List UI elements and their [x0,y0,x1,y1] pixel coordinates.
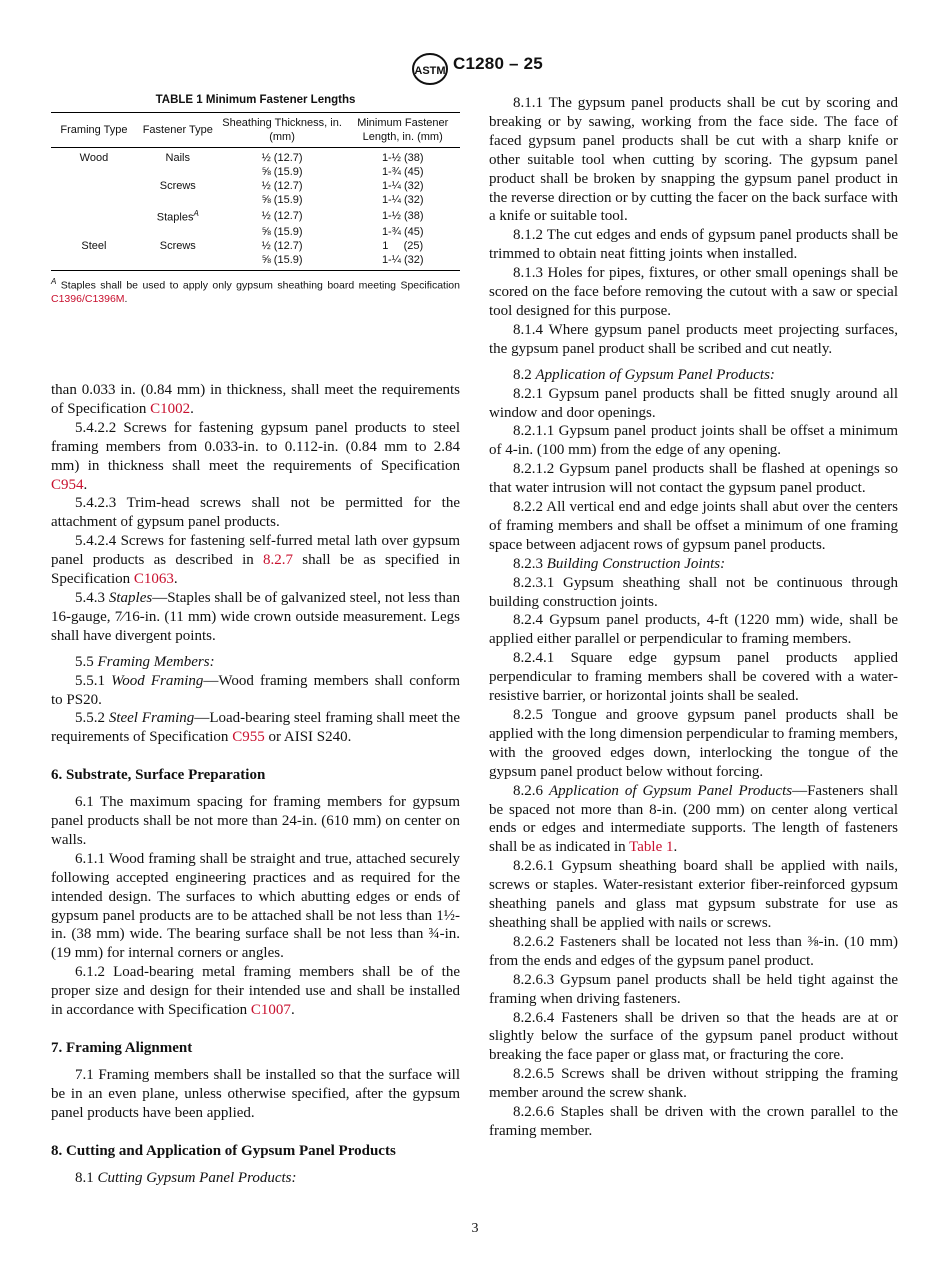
link-c955[interactable]: C955 [232,729,265,746]
paragraph-text: —Fasteners shall be spaced not more than 8-in. (200 mm) on center along vertical ends or edges and intermediate supports. The length of fasteners shall be as indicated in [489,782,899,856]
table-row [51,193,460,207]
paragraph-text: —Wood framing members shall conform to PS20. [51,672,461,708]
cell-length: 1-¾ (45) [381,166,424,178]
paragraph: 5.4.2.4 Screws for fastening self-furred metal lath over gypsum panel products as described in 8.2.7 shall be as specified in Specification C1063. [51,533,461,588]
paragraph: 8.2.6.6 Staples shall be driven with the crown parallel to the framing member. [489,1104,898,1139]
table-row [51,179,460,193]
paragraph: 8.1.4 Where gypsum panel products meet projecting surfaces, the gypsum panel product shall be scribed and cut neatly. [489,321,898,357]
clause-number: 8.2.6 [513,782,543,799]
page-header [0,50,950,90]
paragraph-text: 5.4.2.4 Screws for fastening self-furred metal lath over gypsum panel products as described in [51,533,460,569]
table-row [51,225,460,239]
footnote-marker: A [51,276,57,286]
cell-sheathing: ½ (12.7) [261,209,303,222]
clause-term: Steel Framing [108,710,195,727]
paragraph: 7.1 Framing members shall be installed so that the surface will be in an even plane, unless otherwise specified, after the gypsum panel products have been applied. [51,1066,460,1121]
col-header-sheathing: Sheathing Thickness, in. (mm) [219,113,346,148]
cell-framing: Wood [79,152,109,164]
paragraph: 8.1.1 The gypsum panel products shall be cut by scoring and breaking or by sawing, working from the face side. The face of faced gypsum panel products shall be cut with a sharp knife or other suitable tool when cutting by scoring. The gypsum panel product shall be broken by snapping the gypsum panel product in the reverse direction or by cutting the facer on the back surface with a knife or suitable tool. [489,95,898,225]
clause-term: Application of Gypsum Panel Products [548,782,793,799]
link-c1396[interactable]: C1396/C1396M [51,293,125,306]
clause-term: Building Construction Joints: [546,555,726,572]
table-row [51,207,460,225]
page-number: 3 [471,1221,479,1236]
paragraph: 8.2.6 Application of Gypsum Panel Products—Fasteners shall be spaced not more than 8-in. (200 mm) on center along vertical ends or edges and intermediate supports. The length of fasteners shall be as indicated in Table 1. [489,782,899,856]
paragraph: 8.1.2 The cut edges and ends of gypsum panel products shall be trimmed to obtain neat fitting joints when installed. [489,227,898,263]
paragraph: 8.2.1 Gypsum panel products shall be fitted snugly around all window and door openings. [489,385,898,421]
cell-sheathing: ⅝ (15.9) [261,194,303,206]
clause-number: 8.2 [513,366,532,383]
col-header-length: Minimum Fastener Length, in. (mm) [345,113,460,148]
section-heading-6: 6. Substrate, Surface Preparation [51,767,266,784]
cell-sheathing: ⅝ (15.9) [219,253,346,271]
table-caption: TABLE 1 Minimum Fastener Lengths [155,94,356,106]
paragraph: 8.2.3.1 Gypsum sheathing shall not be continuous through building construction joints. [489,574,898,610]
cell-length: 1-½ (38) [381,209,424,222]
left-column [51,381,460,1187]
footnote-text: Staples shall be used to apply only gypsum sheathing board meeting Specification [60,279,460,292]
section-heading-8: 8. Cutting and Application of Gypsum Panel Products [51,1142,396,1159]
paragraph-text: —Staples shall be of galvanized steel, not less than 16-gauge, 7⁄16-in. (11 mm) wide crown outside measurement. Legs shall have divergent points. [51,589,461,644]
right-column [489,94,898,1141]
link-c1007[interactable]: C1007 [250,1002,291,1019]
cell-fastener [137,207,219,225]
cell-fastener [137,225,219,239]
svg-text:ASTM: ASTM [414,65,446,77]
cell-length: 1-¾ (45) [381,225,424,238]
clause-number: 5.5.1 [75,672,105,689]
paragraph [51,653,460,672]
astm-logo-icon [410,52,450,91]
paragraph: 8.2.1.1 Gypsum panel product joints shall be offset a minimum of 4-in. (100 mm) from the edge of any opening. [489,423,898,459]
cell-fastener: Screws [159,180,196,192]
link-c954[interactable]: C954 [51,476,84,493]
cell-fastener [137,193,219,207]
clause-term: Framing Members: [97,653,215,670]
fastener-table [51,112,460,271]
cell-framing [51,253,137,271]
paragraph: 8.2.6.5 Screws shall be driven without stripping the framing member around the screw shank. [489,1066,898,1102]
clause-number: 5.5 [75,653,94,670]
cell-framing [51,179,137,193]
paragraph: 8.2.6.2 Fasteners shall be located not less than ⅜-in. (10 mm) from the ends and edges of the gypsum panel product. [489,933,898,969]
cell-sheathing: ½ (12.7) [261,239,303,252]
paragraph [489,555,898,574]
paragraph: 8.2.6.3 Gypsum panel products shall be held tight against the framing when driving fasteners. [489,971,898,1007]
paragraph [51,589,460,646]
paragraph: 5.4.2.3 Trim-head screws shall not be permitted for the attachment of gypsum panel products. [51,495,460,531]
cell-fastener [137,165,219,179]
cell-sheathing: ½ (12.7) [261,180,303,192]
paragraph: 6.1.1 Wood framing shall be straight and true, attached securely following accepted engineering practices and as required for the intended design. The surfaces to which abutting edges or ends of gypsum panel products are to be attached shall be not less than 1½-in. (38 mm) wide. The bearing surface shall be not less than ¾-in. (19 mm) for internal corners or angles. [51,850,460,962]
paragraph-text: —Load-bearing steel framing shall meet the requirements of Specification [51,710,461,746]
link-8-2-7[interactable]: 8.2.7 [263,552,293,569]
cell-framing: Steel [81,239,107,252]
cell-sheathing: ½ (12.7) [261,152,303,164]
paragraph: 6.1.2 Load-bearing metal framing members shall be of the proper size and design for their intended use and shall be installed in accordance with Specification C1007. [51,964,460,1019]
paragraph: 8.2.2 All vertical end and edge joints shall abut over the centers of framing members and shall be offset a minimum of one framing space between adjacent rows of gypsum panel products. [489,499,898,553]
paragraph: 8.2.6.4 Fasteners shall be driven so that the heads are at or slightly below the surface of the gypsum panel product without breaking the face paper or glass mat, or fracturing the core. [489,1009,898,1064]
cell-fastener: Nails [165,152,190,164]
cell-framing [51,225,137,239]
paragraph: 8.2.4 Gypsum panel products, 4-ft (1220 mm) wide, shall be applied either parallel or perpendicular to framing members. [489,612,898,648]
paragraph [51,1169,460,1188]
paragraph-text: or AISI S240. [268,729,352,746]
cell-framing [51,193,137,207]
paragraph [51,709,460,747]
footnote-ref: A [193,209,199,218]
cell-sheathing: ⅝ (15.9) [261,166,303,178]
cell-fastener-text: Staples [156,211,194,224]
cell-length: 1-¼ (32) [381,180,424,192]
table-row [51,165,460,179]
standard-id: C1280 – 25 [453,54,543,73]
clause-term: Cutting Gypsum Panel Products: [97,1169,297,1186]
col-header-fastener: Fastener Type [137,113,219,148]
cell-length: 1-¼ (32) [345,253,460,271]
table-row [51,253,460,271]
clause-number: 8.1 [75,1169,94,1186]
paragraph [489,366,898,385]
cell-framing [51,207,137,225]
clause-number: 5.5.2 [75,710,105,727]
link-c1002[interactable]: C1002 [150,400,191,417]
clause-number: 5.4.3 [75,589,105,606]
table-row [51,239,460,253]
section-heading-7: 7. Framing Alignment [51,1040,193,1056]
paragraph-text: 5.4.2.2 Screws for fastening gypsum panel products to steel framing members from 0.033-in. to 0.112-in. (0.84 mm to 2.84 mm) in thickness shall meet the requirements of Specification [51,419,460,474]
paragraph [51,672,460,710]
paragraph: than 0.033 in. (0.84 mm) in thickness, shall meet the requirements of Specification C1002. [51,382,460,417]
cell-length: 1-½ (38) [381,152,424,164]
cell-fastener: Screws [159,239,196,252]
paragraph: 5.4.2.2 Screws for fastening gypsum panel products to steel framing members from 0.033-in. to 0.112-in. (0.84 mm to 2.84 mm) in thickness shall meet the requirements of Specification C954. [51,419,460,493]
cell-sheathing: ⅝ (15.9) [261,225,303,238]
paragraph-text: 6.1.2 Load-bearing metal framing members shall be of the proper size and design for their intended use and shall be installed in accordance with Specification [51,964,460,1019]
cell-framing [51,165,137,179]
table-row [51,148,460,166]
clause-term: Application of Gypsum Panel Products: [535,366,775,383]
cell-length: 1-¼ (32) [381,194,424,206]
paragraph-text: than 0.033 in. (0.84 mm) in thickness, shall meet the requirements of Specification [51,382,460,417]
table-footnote: $^A$ Staples shall be used to apply only gypsum sheathing board meeting Specification C1396/C1396M. [51,276,460,306]
clause-term: Staples [108,589,153,606]
paragraph: 8.2.6.1 Gypsum sheathing board shall be applied with nails, screws or staples. Water-resistant exterior fiber-reinforced gypsum sheathing panels and glass mat gypsum substrate for use as sheathing shall be applied with nails or screws. [489,858,898,931]
col-header-framing: Framing Type [51,113,137,148]
paragraph: 8.2.4.1 Square edge gypsum panel products applied perpendicular to framing members shall be covered with a water-resistive barrier, or horizontal joints shall be sealed. [489,650,898,705]
paragraph: 8.1.3 Holes for pipes, fixtures, or other small openings shall be scored on the face before removing the cutout with a saw or special tool designed for this purpose. [489,265,898,319]
paragraph: 6.1 The maximum spacing for framing members for gypsum panel products shall be not more than 24-in. (610 mm) on center on walls. [51,794,460,848]
link-c1063[interactable]: C1063 [133,571,174,588]
paragraph-text: shall be as specified in Specification [51,552,461,588]
paragraph: 8.2.1.2 Gypsum panel products shall be flashed at openings so that water intrusion will not contact the gypsum panel product. [489,461,898,497]
table-1 [51,94,460,306]
clause-number: 8.2.3 [513,555,543,572]
link-table-1[interactable]: Table 1 [629,839,674,856]
paragraph: 8.2.5 Tongue and groove gypsum panel products shall be applied with the long dimension perpendicular to framing members, with the grooved edges down, interlocking the tongue of the gypsum panel product below without forcing. [489,707,898,780]
cell-fastener [137,253,219,271]
cell-length: 1 (25) [382,239,424,252]
clause-term: Wood Framing [111,672,204,689]
